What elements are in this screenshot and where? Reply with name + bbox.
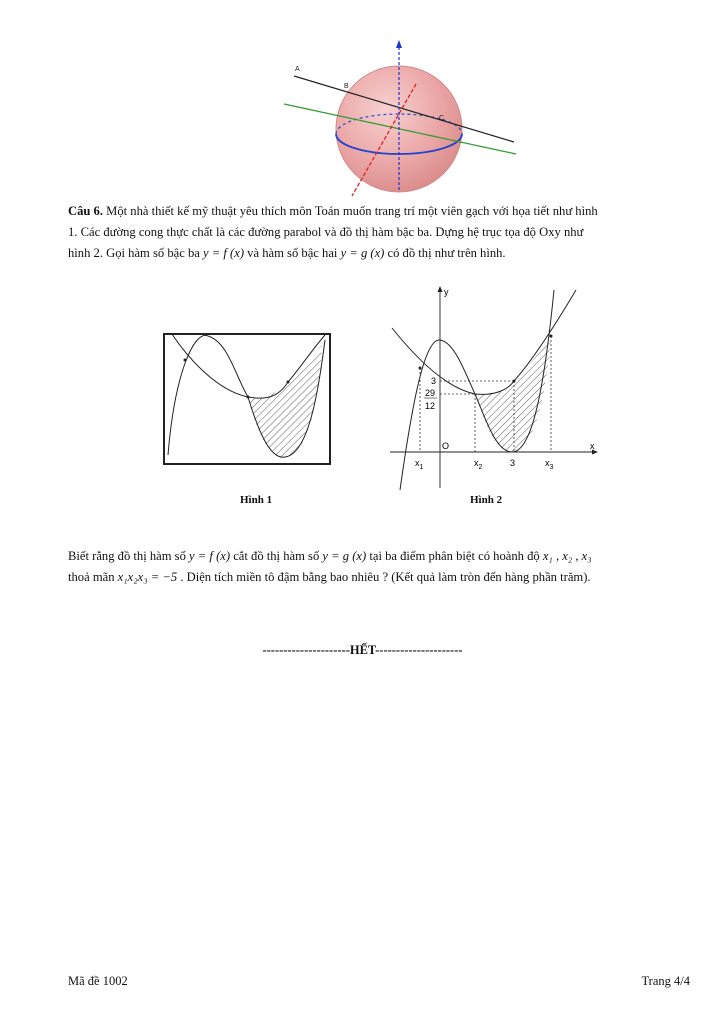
y-tick-3: 3 [431, 376, 437, 386]
question-line-1: Câu 6. Một nhà thiết kế mỹ thuật yêu thích môn Toán muốn trang trí một viên gạch với họa tiết như hình [68, 204, 598, 218]
roots-expression: x₁ , x₂ , x₃ [542, 549, 592, 563]
footer-exam-code: Mã đề 1002 [68, 974, 128, 988]
y-axis-label: y [444, 287, 449, 297]
x2-label: $x_2$ [474, 458, 483, 471]
label-c: C [439, 115, 445, 122]
caption-figure-2: Hình 2 [470, 494, 503, 506]
footer-page-number: Trang 4/4 [641, 974, 690, 988]
question-text [68, 201, 688, 264]
x-axis-label: x [590, 441, 595, 451]
end-marker: ---------------------HẾT--------------------- [262, 643, 463, 657]
g-expression: y = g (x) [340, 246, 385, 260]
figure-1 [160, 330, 334, 468]
condition-text [68, 546, 688, 588]
label-a: A [295, 66, 300, 73]
f-expression: y = f (x) [203, 246, 245, 260]
f-expression-2: y = f (x) [189, 549, 231, 563]
condition-line-1: Biết rằng đồ thị hàm số y = f (x) cắt đồ thị hàm số y = g (x) tại ba điểm phân biệt có hoành độ x₁ , x₂ , x₃ [68, 549, 592, 563]
product-expression: x₁x₂x₃ = −5 [117, 570, 178, 584]
g-expression-2: y = g (x) [322, 549, 367, 563]
label-b: B [344, 83, 349, 90]
condition-line-2: thoả mãn x₁x₂x₃ = −5 . Diện tích miền tô đậm bằng bao nhiêu ? (Kết quả làm tròn đến hàng phần trăm). [68, 570, 591, 584]
question-line-2: 1. Các đường cong thực chất là các đường parabol và đồ thị hàm bậc ba. Dựng hệ trục tọa độ Oxy như [68, 225, 584, 239]
origin-label: O [442, 441, 450, 451]
question-number: Câu 6. [68, 204, 103, 218]
frac-numerator: 29 [425, 388, 436, 398]
caption-figure-1: Hình 1 [240, 494, 273, 506]
figure-2 [386, 280, 606, 492]
frac-denominator: 12 [425, 401, 436, 411]
question-line-3: hình 2. Gọi hàm số bậc ba y = f (x) và hàm số bậc hai y = g (x) có đồ thị như trên hình. [68, 246, 506, 260]
x1-label: $x_1$ [415, 458, 424, 471]
sphere-figure [278, 36, 528, 198]
x-tick-3: 3 [510, 458, 516, 468]
x3-label: $x_3$ [545, 458, 554, 471]
